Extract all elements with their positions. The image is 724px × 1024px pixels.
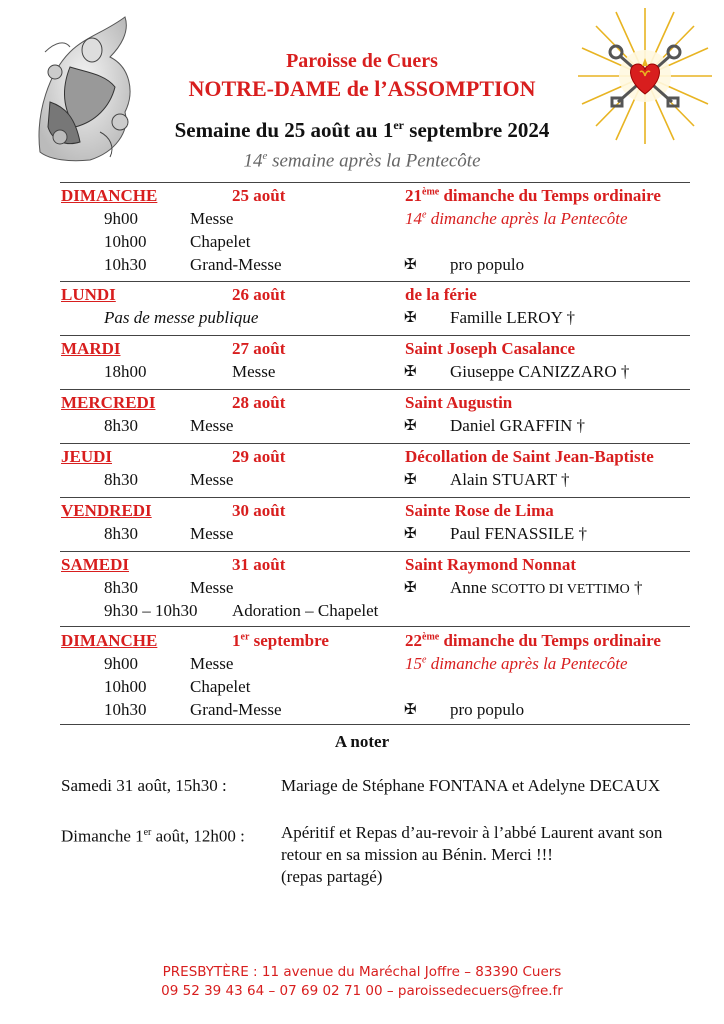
day-date: 1er septembre xyxy=(232,631,329,650)
service-row xyxy=(0,524,724,546)
mass-intention: Daniel GRAFFIN † xyxy=(450,416,586,435)
service-time: 9h00 xyxy=(104,654,138,673)
service-time: 9h00 xyxy=(104,209,138,228)
day-header-row xyxy=(0,186,724,208)
day-name: MARDI xyxy=(61,339,121,358)
feast-subtitle: 14e dimanche après la Pentecôte xyxy=(405,209,628,228)
day-date: 30 août xyxy=(232,501,286,520)
day-date: 28 août xyxy=(232,393,286,412)
parish-name: Paroisse de Cuers xyxy=(286,50,438,72)
day-date: 29 août xyxy=(232,447,286,466)
service-row xyxy=(0,700,724,722)
day-name: LUNDI xyxy=(61,285,116,304)
cross-icon: ✠ xyxy=(404,364,417,380)
day-header-row xyxy=(0,447,724,469)
divider xyxy=(60,724,690,725)
service-type: Adoration – Chapelet xyxy=(232,601,379,620)
feast-name: 22ème dimanche du Temps ordinaire xyxy=(405,631,661,650)
feast-name: Saint Joseph Casalance xyxy=(405,339,576,358)
day-date: 26 août xyxy=(232,285,286,304)
mass-intention: Famille LEROY † xyxy=(450,308,575,327)
cross-icon: ✠ xyxy=(404,472,417,488)
feast-name: Saint Raymond Nonnat xyxy=(405,555,576,574)
mass-intention: pro populo xyxy=(450,700,525,719)
service-time: 10h00 xyxy=(104,232,147,251)
service-time: 18h00 xyxy=(104,362,147,381)
service-time: 10h00 xyxy=(104,677,147,696)
day-header-row xyxy=(0,285,724,307)
divider xyxy=(60,335,690,336)
service-row xyxy=(0,601,724,623)
service-time: 10h30 xyxy=(104,255,147,274)
service-type: Chapelet xyxy=(190,232,251,251)
divider xyxy=(60,626,690,627)
mass-intention: Anne SCOTTO DI VETTIMO † xyxy=(450,578,643,597)
service-row xyxy=(0,209,724,231)
day-header-row xyxy=(0,339,724,361)
feast-subtitle: 15e dimanche après la Pentecôte xyxy=(405,654,628,673)
cross-icon: ✠ xyxy=(404,418,417,434)
service-time: 10h30 xyxy=(104,700,147,719)
service-row xyxy=(0,308,724,330)
service-time: 8h30 xyxy=(104,470,138,489)
day-header-row xyxy=(0,501,724,523)
service-row xyxy=(0,578,724,600)
service-type: Grand-Messe xyxy=(190,255,282,274)
week-subtitle: 14e semaine après la Pentecôte xyxy=(243,150,481,172)
cross-icon: ✠ xyxy=(404,310,417,326)
week-title: Semaine du 25 août au 1er septembre 2024 xyxy=(174,118,550,142)
mass-intention: Paul FENASSILE † xyxy=(450,524,587,543)
mass-intention: Alain STUART † xyxy=(450,470,570,489)
feast-name: Saint Augustin xyxy=(405,393,513,412)
service-type: Messe xyxy=(190,578,234,597)
service-row xyxy=(0,362,724,384)
day-header-row xyxy=(0,555,724,577)
feast-name: Sainte Rose de Lima xyxy=(405,501,554,520)
day-name: MERCREDI xyxy=(61,393,156,412)
day-date: 31 août xyxy=(232,555,286,574)
mass-intention: Giuseppe CANIZZARO † xyxy=(450,362,630,381)
day-name: VENDREDI xyxy=(61,501,152,520)
mass-intention: pro populo xyxy=(450,255,525,274)
footer-line-1: PRESBYTÈRE : 11 avenue du Maréchal Joffre – 83390 Cuers xyxy=(162,964,562,980)
service-type: Messe xyxy=(232,362,276,381)
service-row xyxy=(0,654,724,676)
cross-icon: ✠ xyxy=(404,580,417,596)
service-row xyxy=(0,232,724,254)
service-type: Messe xyxy=(190,416,234,435)
service-time: 8h30 xyxy=(104,578,138,597)
notes-heading: A noter xyxy=(334,732,390,751)
service-row xyxy=(0,677,724,699)
day-name: DIMANCHE xyxy=(61,631,158,650)
service-type: Messe xyxy=(190,654,234,673)
feast-name: Décollation de Saint Jean-Baptiste xyxy=(405,447,654,466)
cross-icon: ✠ xyxy=(404,257,417,273)
day-name: SAMEDI xyxy=(61,555,130,574)
church-name: NOTRE-DAME de l’ASSOMPTION xyxy=(188,76,536,101)
note-2-when: Dimanche 1er août, 12h00 : xyxy=(61,826,245,846)
divider xyxy=(60,551,690,552)
service-time: 8h30 xyxy=(104,524,138,543)
divider xyxy=(60,497,690,498)
feast-name: 21ème dimanche du Temps ordinaire xyxy=(405,186,661,205)
divider xyxy=(60,443,690,444)
note-1-when: Samedi 31 août, 15h30 : xyxy=(61,776,227,795)
service-type: Chapelet xyxy=(190,677,251,696)
service-type: Messe xyxy=(190,470,234,489)
day-header-row xyxy=(0,393,724,415)
divider xyxy=(60,389,690,390)
service-type: Grand-Messe xyxy=(190,700,282,719)
feast-name: de la férie xyxy=(405,285,477,304)
note-2-text: Apéritif et Repas d’au-revoir à l’abbé Laurent avant son retour en sa mission au Bénin. Merci !!! (repas partagé) xyxy=(281,823,663,886)
footer-line-2: 09 52 39 43 64 – 07 69 02 71 00 – paroissedecuers@free.fr xyxy=(161,983,563,999)
service-type: Messe xyxy=(190,209,234,228)
note-1-text: Mariage de Stéphane FONTANA et Adelyne DECAUX xyxy=(281,776,661,795)
cross-icon: ✠ xyxy=(404,526,417,542)
service-note: Pas de messe publique xyxy=(104,308,259,327)
divider xyxy=(60,281,690,282)
service-row xyxy=(0,416,724,438)
day-name: DIMANCHE xyxy=(61,186,158,205)
service-type: Messe xyxy=(190,524,234,543)
day-date: 25 août xyxy=(232,186,286,205)
divider xyxy=(60,182,690,183)
service-row xyxy=(0,470,724,492)
day-date: 27 août xyxy=(232,339,286,358)
day-header-row xyxy=(0,631,724,653)
service-time: 9h30 – 10h30 xyxy=(104,601,198,620)
day-name: JEUDI xyxy=(61,447,113,466)
service-row xyxy=(0,255,724,277)
footer-address xyxy=(0,963,724,1001)
cross-icon: ✠ xyxy=(404,702,417,718)
service-time: 8h30 xyxy=(104,416,138,435)
